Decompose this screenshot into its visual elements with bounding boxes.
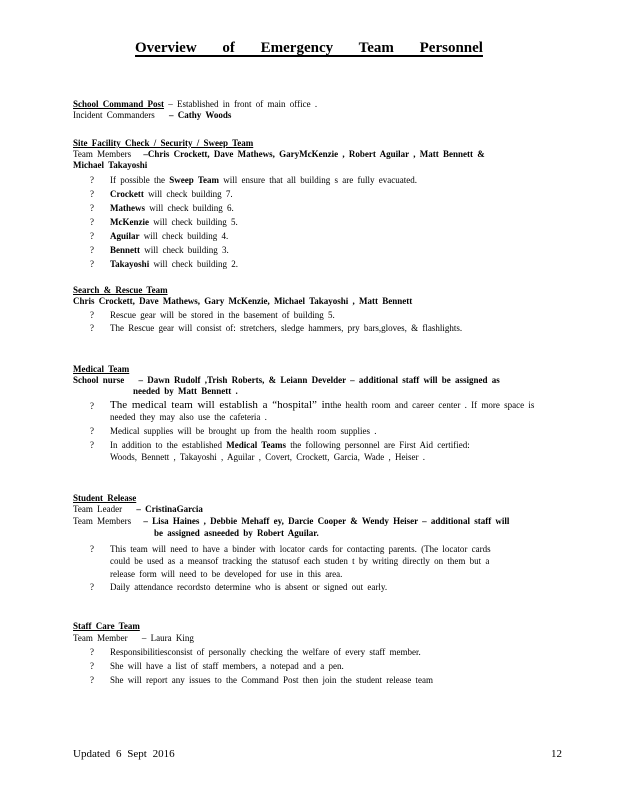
bullet-marker: ? [90, 647, 94, 657]
bullet-marker: ? [90, 323, 94, 333]
bullet-marker: ? [90, 203, 94, 213]
school-command-line [73, 99, 317, 109]
bullet-marker: ? [90, 310, 94, 320]
assignment-name: Bennett [110, 245, 140, 255]
medical-bullet1 [110, 400, 534, 410]
release-bullet2: Daily attendance recordsto determine who is absent or signed out early. [110, 582, 388, 592]
release-members-value: – Lisa Haines , Debbie Mehaff ey, Darcie Cooper & Wendy Heiser – additional staff will [143, 516, 510, 526]
sweep-team-label: Sweep Team [169, 175, 220, 185]
staff-care-bullet: Responsibilitiesconsist of personally checking the welfare of every staff member. [110, 647, 421, 657]
medical-heading: Medical Team [73, 364, 130, 374]
medical-teams-label: Medical Teams [226, 440, 286, 450]
assignment-text: will check building 2. [149, 259, 238, 269]
site-members-label: Team Members [73, 149, 132, 159]
nurse-label: School nurse [73, 375, 125, 385]
release-bullet1-line1: This team will need to have a binder with locator cards for contacting parents. (The locator cards [110, 544, 491, 554]
bullet-marker: ? [90, 544, 94, 554]
staff-care-heading: Staff Care Team [73, 621, 140, 631]
school-command-heading: School Command Post [73, 99, 165, 109]
footer-updated: Updated 6 Sept 2016 [73, 748, 175, 760]
assignment-name: Mathews [110, 203, 145, 213]
bullet-marker: ? [90, 661, 94, 671]
staff-member-label: Team Member [73, 633, 128, 643]
release-members-line1 [73, 516, 509, 526]
bullet-marker: ? [90, 175, 94, 185]
assignment-name: Takayoshi [110, 259, 150, 269]
release-members-label: Team Members [73, 516, 132, 526]
bullet-marker: ? [90, 582, 94, 592]
sweep-text-c: will ensure that all building s are fully evacuated. [219, 175, 417, 185]
page-title: Overview of Emergency Team Personnel [135, 40, 483, 56]
medical-bullet3-a: In addition to the established [110, 440, 227, 450]
search-rescue-heading: Search & Rescue Team [73, 285, 168, 295]
staff-care-member-line [73, 633, 194, 643]
assignment-item [110, 245, 229, 255]
release-bullet1-line2: could be used as a meansof tracking the statusof each studen t by writing directly on them but a [110, 556, 490, 566]
staff-care-bullet: She will have a list of staff members, a notepad and a pen. [110, 661, 344, 671]
release-bullet1-line3: release form will need to be developed for use in this area. [110, 569, 343, 579]
bullet-marker: ? [90, 245, 94, 255]
bullet-marker: ? [90, 231, 94, 241]
medical-nurse-line1 [73, 375, 500, 385]
site-members-line1 [73, 149, 485, 159]
assignment-text: will check building 3. [140, 245, 229, 255]
medical-bullet1-line2: needed they may also use the cafeteria . [110, 412, 267, 422]
assignment-text: will check building 6. [145, 203, 234, 213]
site-facility-heading: Site Facility Check / Security / Sweep Team [73, 138, 254, 148]
assignment-item [110, 217, 238, 227]
assignment-text: will check building 4. [139, 231, 229, 241]
assignment-name: Crockett [110, 189, 144, 199]
assignment-item [110, 231, 228, 241]
assignment-text: will check building 5. [148, 217, 238, 227]
page-number: 12 [551, 748, 562, 760]
site-members-value: –Chris Crockett, Dave Mathews, GaryMcKenzie , Robert Aguilar , Matt Bennett & [143, 149, 485, 159]
assignment-text: will check building 7. [143, 189, 233, 199]
release-members-line2: be assigned asneeded by Robert Aguilar. [154, 528, 319, 538]
staff-care-bullet: She will report any issues to the Command Post then join the student release team [110, 675, 433, 685]
bullet-marker: ? [90, 426, 94, 436]
site-members-line2: Michael Takayoshi [73, 160, 148, 170]
leader-value: – CristinaGarcia [136, 504, 203, 514]
assignment-item [110, 189, 233, 199]
bullet-marker: ? [90, 401, 94, 411]
medical-nurse-line2: needed by Matt Bennett . [133, 386, 238, 396]
incident-commanders-line [73, 110, 231, 120]
rescue-bullet: The Rescue gear will consist of: stretchers, sledge hammers, pry bars,gloves, & flashlights. [110, 323, 463, 333]
medical-bullet2: Medical supplies will be brought up from the health room supplies . [110, 426, 377, 436]
bullet-marker: ? [90, 259, 94, 269]
assignment-item [110, 203, 234, 213]
medical-bullet3-line2: Woods, Bennett , Takayoshi , Aguilar , Covert, Crockett, Garcia, Wade , Heiser . [110, 452, 426, 462]
assignment-name: McKenzie [110, 217, 149, 227]
ic-label: Incident Commanders [73, 110, 155, 120]
leader-label: Team Leader [73, 504, 123, 514]
search-rescue-members: Chris Crockett, Dave Mathews, Gary McKenzie, Michael Takayoshi , Matt Bennett [73, 296, 413, 306]
bullet-marker: ? [90, 217, 94, 227]
assignment-item [110, 259, 238, 269]
medical-bullet1-rest: the health room and career center . If more space is [330, 400, 535, 410]
medical-bullet1-big: The medical team will establish a “hospital” in [110, 399, 331, 411]
team-leader-line [73, 504, 203, 514]
medical-bullet3-c: the following personnel are First Aid certified: [285, 440, 470, 450]
school-command-established: – Established in front of main office . [168, 99, 318, 109]
student-release-heading: Student Release [73, 493, 137, 503]
sweep-text-a: If possible the [110, 175, 170, 185]
sweep-bullet [110, 175, 417, 185]
ic-value: – Cathy Woods [168, 110, 232, 120]
medical-bullet3 [110, 440, 470, 450]
bullet-marker: ? [90, 440, 94, 450]
assignment-name: Aguilar [110, 231, 140, 241]
bullet-marker: ? [90, 675, 94, 685]
nurse-value: – Dawn Rudolf ,Trish Roberts, & Leiann Develder – additional staff will be assigned as [138, 375, 500, 385]
staff-member-value: – Laura King [141, 633, 194, 643]
rescue-bullet: Rescue gear will be stored in the basement of building 5. [110, 310, 335, 320]
bullet-marker: ? [90, 189, 94, 199]
